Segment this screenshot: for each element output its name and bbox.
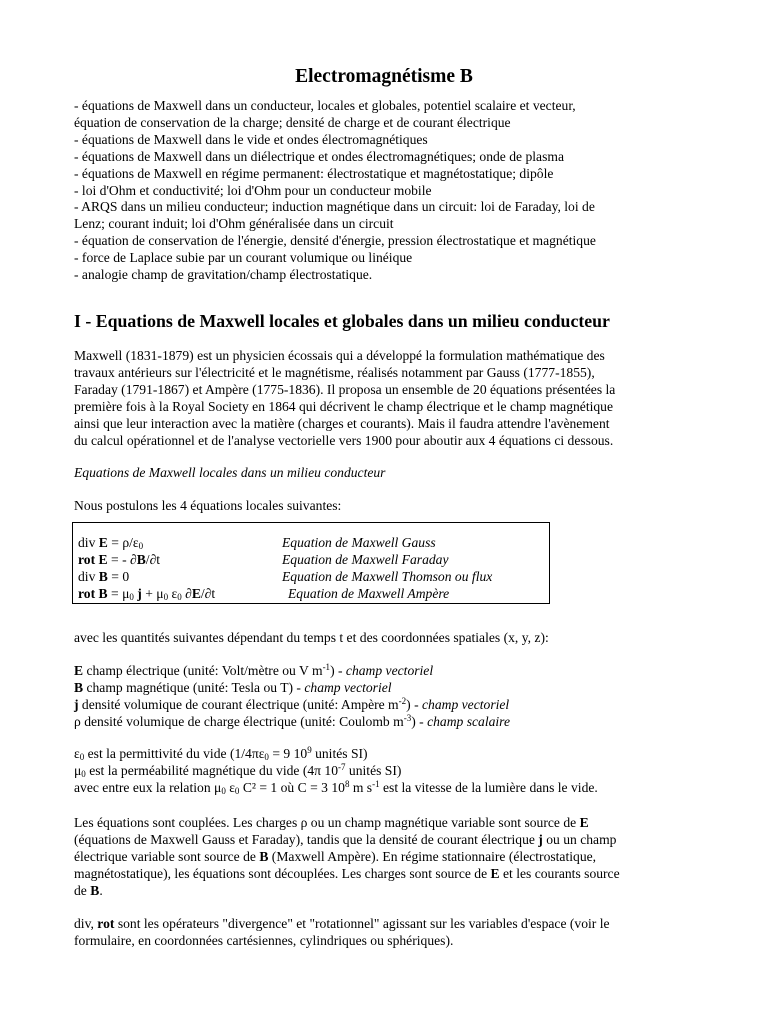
operator: rot: [78, 552, 96, 567]
paragraph-line: ainsi que leur interaction avec la matière (charges et courants). Mais il faudra attendre l'avènement: [74, 415, 610, 431]
paragraph-line: Faraday (1791-1867) et Ampère (1775-1836). Il proposa un ensemble de 20 équations présentées la: [74, 381, 616, 397]
field-symbol: B: [136, 552, 146, 567]
equation-rhs: ε: [168, 586, 178, 601]
constant-text: C² = 1 où C = 3 10: [239, 779, 345, 795]
superscript: -3: [403, 712, 412, 723]
field-symbol: E: [579, 815, 589, 830]
operators-paragraph: [74, 916, 704, 950]
paragraph-text: électrique variable sont source de: [74, 848, 260, 864]
contents-line: - force de Laplace subie par un courant volumique ou linéique: [74, 250, 413, 266]
constant-text: est la vitesse de la lumière dans le vide.: [379, 779, 598, 795]
field-symbol: E: [98, 535, 108, 550]
quantity-line: [74, 663, 704, 680]
quantity-line: [74, 680, 704, 697]
quantity-symbol: j: [74, 696, 79, 712]
superscript: 8: [344, 778, 350, 789]
constant-line: [74, 763, 704, 780]
constant-symbol: ε: [74, 746, 80, 761]
equation-rhs: ∂: [181, 586, 192, 601]
quantity-text: champ électrique (unité: Volt/mètre ou V m: [83, 663, 323, 678]
contents-line: - équations de Maxwell dans un diélectrique et ondes électromagnétiques; onde de plasma: [74, 148, 564, 164]
quantity-text: ) -: [406, 696, 422, 712]
postulate-line: [74, 498, 704, 515]
subscript: 0: [163, 592, 169, 602]
equation-name: Equation de Maxwell Gauss: [282, 535, 436, 550]
equations-box: [72, 522, 550, 604]
operator: rot: [78, 586, 96, 601]
superscript: 9: [307, 745, 312, 755]
field-symbol: E: [98, 552, 108, 567]
contents-line: - ARQS dans un milieu conducteur; induction magnétique dans un circuit: loi de Faraday, loi de: [74, 199, 595, 215]
subscript: 0: [264, 752, 269, 762]
equation-rhs: /∂t: [145, 552, 161, 567]
quantity-text: ) -: [411, 713, 428, 729]
paragraph-line: Maxwell (1831-1879) est un physicien écossais qui a développé la formulation mathématique des: [74, 348, 605, 363]
field-symbol: E: [191, 586, 201, 601]
equation-rhs: + μ: [141, 586, 164, 601]
paragraph-text: .: [99, 882, 103, 898]
quantities-intro-text: avec les quantités suivantes dépendant du temps t et des coordonnées spatiales (x, y, z):: [74, 630, 549, 645]
quantity-kind: champ scalaire: [427, 713, 510, 729]
subscript: 0: [138, 541, 144, 551]
subscript: 0: [81, 768, 86, 779]
quantity-kind: champ vectoriel: [304, 679, 392, 695]
quantity-line: [74, 697, 704, 714]
quantity-text: densité volumique de charge électrique (unité: Coulomb m: [80, 713, 404, 729]
equation-formula: [78, 534, 143, 551]
constant-text: avec entre eux la relation μ: [74, 779, 222, 795]
superscript: -7: [338, 761, 346, 772]
paragraph-line: [74, 866, 704, 883]
paragraph-line: [74, 916, 704, 933]
paragraph-text: magnétostatique), les équations sont découplées. Les charges sont source de: [74, 865, 491, 881]
quantities-list: [74, 663, 704, 731]
superscript: -1: [372, 778, 380, 789]
constant-text: unités SI): [345, 762, 402, 778]
subheading: [74, 465, 704, 482]
paragraph-line: première fois à la Royal Society en 1864 qui décrivent le champ électrique et le champ magnétique: [74, 398, 614, 414]
contents-line: - équations de Maxwell dans un conducteur, locales et globales, potentiel scalaire et vecteur,: [74, 98, 576, 113]
postulate-text: Nous postulons les 4 équations locales suivantes:: [74, 498, 342, 513]
paragraph-line: [74, 832, 704, 849]
paragraph-text: div,: [74, 916, 98, 931]
equation-rhs: = ρ/ε: [107, 535, 139, 550]
constant-text: unités SI): [311, 746, 368, 761]
maxwell-history-paragraph: [74, 348, 704, 449]
field-symbol: B: [90, 882, 100, 898]
subscript: 0: [234, 785, 240, 796]
paragraph-line: du calcul opérationnel et de l'analyse vectorielle vers 1900 pour aboutir aux 4 équations ci dessous.: [74, 432, 614, 448]
subscript: 0: [177, 592, 182, 602]
subscript: 0: [79, 752, 85, 762]
paragraph-line: [74, 883, 704, 900]
section-heading: I - Equations de Maxwell locales et globales dans un milieu conducteur: [74, 311, 610, 331]
subscript: 0: [221, 785, 226, 796]
equation-rhs: = μ: [107, 586, 130, 601]
contents-list: [74, 98, 596, 284]
paragraph-text: ou un champ: [542, 831, 617, 847]
equation-formula: [78, 568, 129, 585]
field-symbol: B: [98, 586, 108, 601]
constant-text: ε: [225, 779, 235, 795]
paragraph-text: de: [74, 882, 91, 898]
superscript: -2: [398, 695, 407, 706]
quantity-text: champ magnétique (unité: Tesla ou T) -: [83, 679, 305, 695]
constant-text: est la permittivité du vide (1/4πε: [84, 746, 265, 761]
equation-rhs: = 0: [107, 569, 130, 584]
field-symbol: B: [98, 569, 108, 584]
paragraph-text: et les courants source: [499, 865, 620, 881]
field-symbol: B: [259, 848, 269, 864]
document-title: Electromagnétisme B: [295, 66, 473, 87]
paragraph-line: [74, 849, 704, 866]
quantity-symbol: E: [74, 663, 84, 678]
subscript: 0: [129, 592, 134, 602]
equation-rhs: = - ∂: [107, 552, 137, 567]
operator: rot: [97, 916, 115, 931]
quantity-line: [74, 714, 704, 731]
paragraph-text: Les équations sont couplées. Les charges ρ ou un champ magnétique variable sont source de: [74, 815, 580, 830]
equation-formula: [78, 585, 215, 602]
quantity-symbol: B: [74, 679, 84, 695]
quantity-symbol: ρ: [74, 713, 81, 729]
contents-line: - équations de Maxwell en régime permanent: électrostatique et magnétostatique; dipôle: [74, 165, 554, 181]
paragraph-line: [74, 815, 704, 832]
contents-line: - loi d'Ohm et conductivité; loi d'Ohm pour un conducteur mobile: [74, 182, 432, 198]
paragraph-line: formulaire, en coordonnées cartésiennes, cylindriques ou sphériques).: [74, 932, 454, 948]
coupled-equations-paragraph: [74, 815, 704, 900]
field-symbol: j: [137, 586, 142, 601]
contents-line: - équations de Maxwell dans le vide et ondes électromagnétiques: [74, 131, 428, 147]
paragraph-text: sont les opérateurs "divergence" et "rotationnel" agissant sur les variables d'espace (voir le: [114, 916, 610, 931]
constant-line: [74, 746, 704, 763]
constant-text: = 9 10: [268, 746, 308, 761]
quantity-kind: champ vectoriel: [422, 696, 510, 712]
contents-line: - équation de conservation de l'énergie, densité d'énergie, pression électrostatique et magnétique: [74, 233, 596, 249]
operator: div: [78, 535, 96, 550]
contents-line: équation de conservation de la charge; densité de charge et de courant électrique: [74, 114, 511, 130]
quantity-text: densité volumique de courant électrique (unité: Ampère m: [78, 696, 399, 712]
superscript: -1: [322, 662, 331, 672]
constant-line: [74, 780, 704, 797]
paragraph-line: travaux antérieurs sur l'électricité et le magnétisme, réalisés notamment par Gauss (1777-1855),: [74, 364, 595, 380]
equation-formula: [78, 551, 160, 568]
field-symbol: E: [490, 865, 500, 881]
operator: div: [78, 569, 96, 584]
contents-line: Lenz; courant induit; loi d'Ohm généralisée dans un circuit: [74, 216, 394, 232]
equation-name: Equation de Maxwell Ampère: [288, 586, 450, 601]
constant-text: m s: [349, 779, 373, 795]
subheading-text: Equations de Maxwell locales dans un milieu conducteur: [74, 465, 386, 480]
quantities-intro: [74, 630, 704, 647]
equation-name: Equation de Maxwell Faraday: [282, 552, 449, 567]
constant-text: est la perméabilité magnétique du vide (4π 10: [85, 762, 339, 778]
constant-symbol: μ: [74, 762, 82, 778]
quantity-kind: champ vectoriel: [345, 663, 434, 678]
paragraph-text: (Maxwell Ampère). En régime stationnaire (électrostatique,: [268, 848, 597, 864]
field-symbol: j: [538, 831, 543, 847]
equation-name: Equation de Maxwell Thomson ou flux: [282, 569, 493, 584]
contents-line: - analogie champ de gravitation/champ électrostatique.: [74, 267, 373, 283]
paragraph-text: (équations de Maxwell Gauss et Faraday), tandis que la densité de courant électrique: [74, 831, 539, 847]
constants-block: [74, 746, 704, 797]
quantity-text: ) -: [330, 663, 346, 678]
equation-rhs: /∂t: [200, 586, 216, 601]
